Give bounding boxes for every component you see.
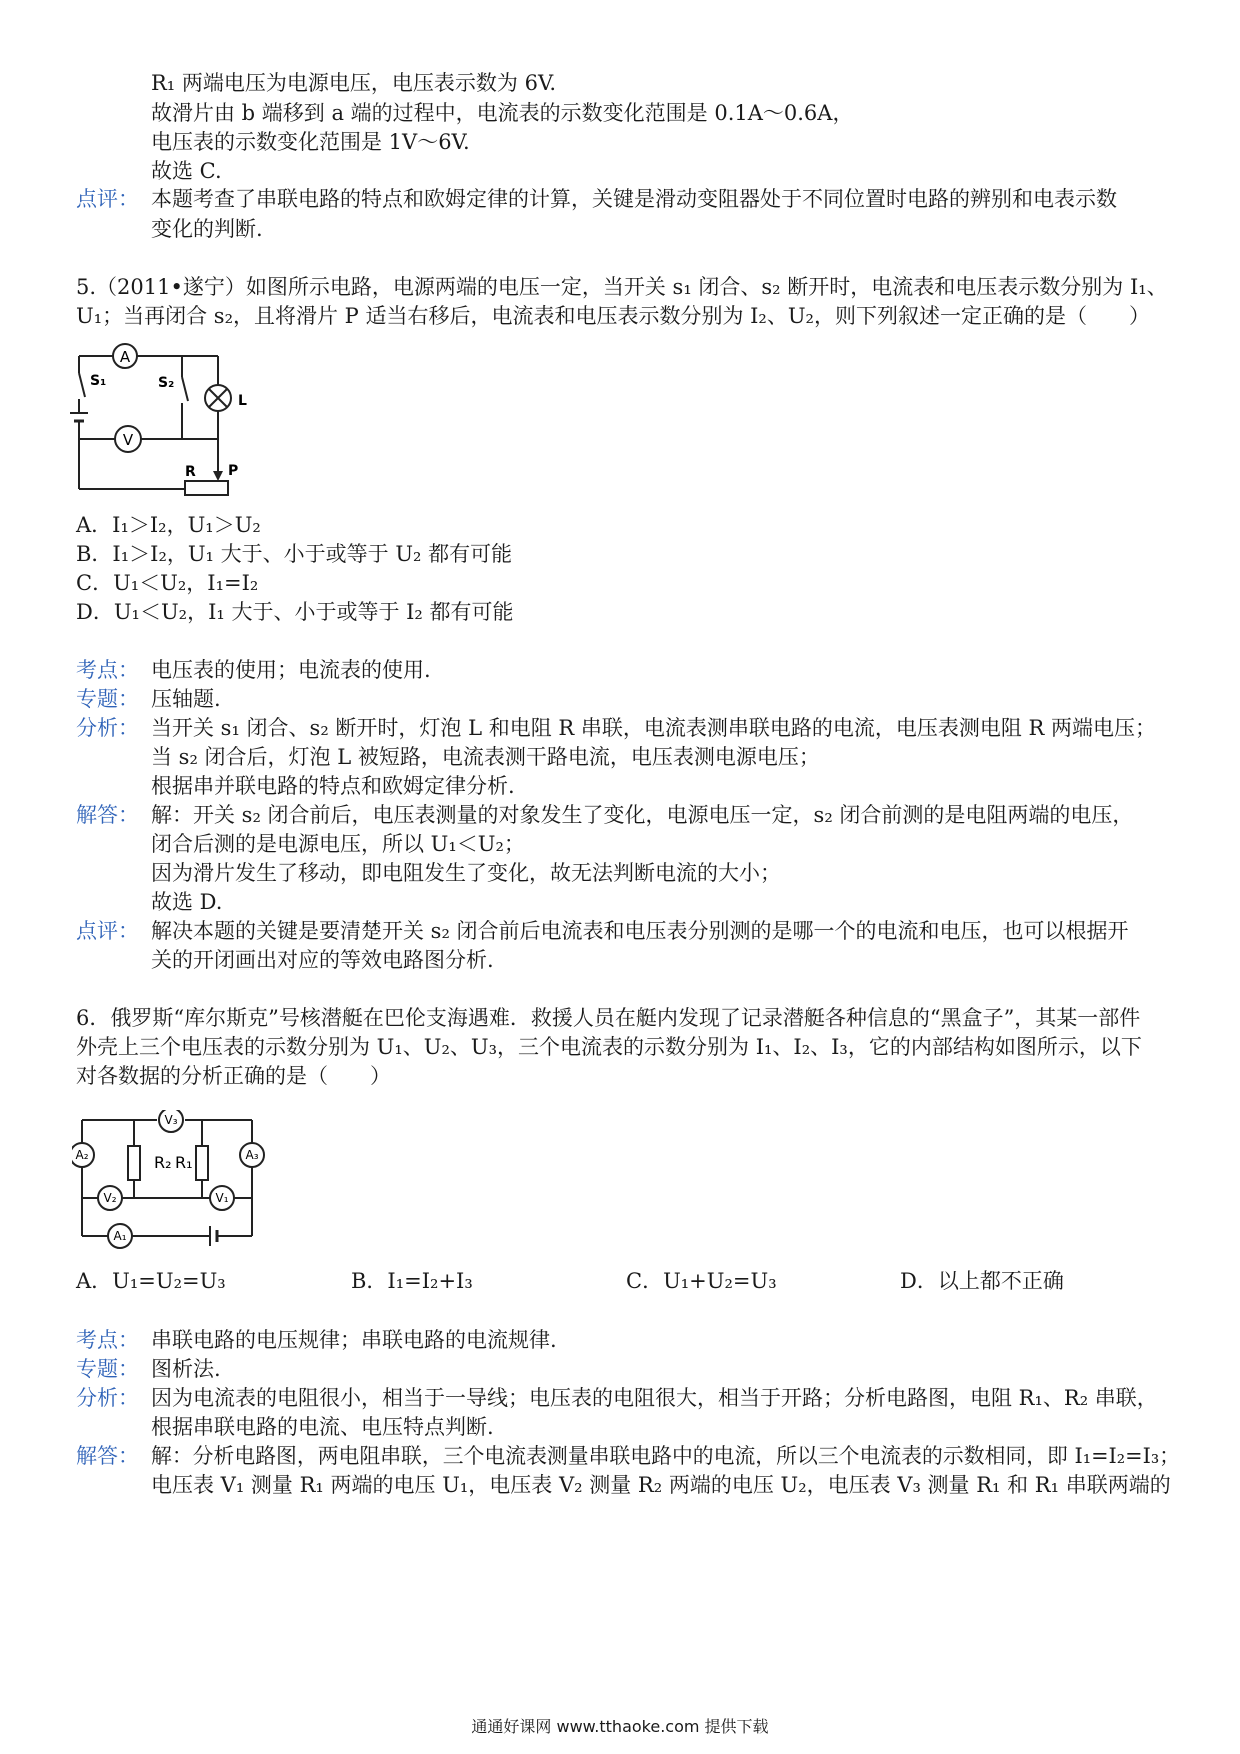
q6-jieda-line-2: 电压表 V₁ 测量 R₁ 两端的电压 U₁，电压表 V₂ 测量 R₂ 两端的电压 U₂，电压表 V₃ 测量 R₁ 和 R₁ 串联两端的 bbox=[151, 1473, 1171, 1497]
q5-dianping-line-1: 解决本题的关键是要清楚开关 s₂ 闭合前后电流表和电压表分别测的是哪一个的电流和电压，也可以根据开 bbox=[151, 919, 1129, 943]
q6-stem-line-1: 6．俄罗斯“库尔斯克”号核潜艇在巴伦支海遇难．救援人员在艇内发现了记录潜艇各种信息的“黑盒子”，其某一部件 bbox=[76, 1006, 1141, 1030]
q6-option-a: A．U₁=U₂=U₃ bbox=[76, 1269, 226, 1293]
q5-jieda-line-2: 闭合后测的是电源电压，所以 U₁＜U₂； bbox=[151, 832, 525, 856]
prev-comment-line-1: 本题考查了串联电路的特点和欧姆定律的计算，关键是滑动变阻器处于不同位置时电路的辨别和电表示数 bbox=[151, 187, 1117, 211]
q6-a1-label: A₁ bbox=[113, 1229, 127, 1243]
q5-resistor-label: R bbox=[185, 464, 196, 480]
q6-a3-label: A₃ bbox=[245, 1148, 259, 1162]
q5-jieda-label: 解答： bbox=[76, 803, 139, 827]
prev-line-1: R₁ 两端电压为电源电压，电压表示数为 6V. bbox=[151, 71, 557, 95]
q6-zhuanti: 图析法. bbox=[151, 1357, 221, 1381]
q6-fenxi-line-2: 根据串联电路的电流、电压特点判断. bbox=[151, 1415, 494, 1439]
q5-lamp-label: L bbox=[238, 393, 247, 409]
q5-jieda-line-4: 故选 D. bbox=[151, 890, 223, 914]
q6-jieda-line-1: 解：分析电路图，两电阻串联，三个电流表测量串联电路中的电流，所以三个电流表的示数相同，即 I₁=I₂=I₃； bbox=[151, 1444, 1181, 1468]
q5-dianping-line-2: 关的开闭画出对应的等效电路图分析. bbox=[151, 948, 494, 972]
q5-stem-line-2: U₁；当再闭合 s₂，且将滑片 P 适当右移后，电流表和电压表示数分别为 I₂、U₂，则下列叙述一定正确的是（ ） bbox=[76, 304, 1150, 328]
q6-option-c: C．U₁+U₂=U₃ bbox=[626, 1269, 777, 1293]
q6-kaodian-label: 考点： bbox=[76, 1328, 139, 1352]
q6-circuit-diagram bbox=[72, 1110, 302, 1270]
q6-r2-label: R₂ bbox=[154, 1153, 172, 1172]
q6-option-b: B．I₁=I₂+I₃ bbox=[351, 1269, 473, 1293]
prev-line-3: 电压表的示数变化范围是 1V～6V. bbox=[151, 130, 470, 154]
q6-r1-label: R₁ bbox=[175, 1153, 193, 1172]
q6-zhuanti-label: 专题： bbox=[76, 1357, 139, 1381]
q6-option-d: D．以上都不正确 bbox=[900, 1269, 1064, 1293]
q5-slider-label: P bbox=[228, 463, 239, 479]
q6-v2-label: V₂ bbox=[103, 1191, 117, 1205]
prev-line-4: 故选 C. bbox=[151, 159, 222, 183]
q6-fenxi-label: 分析： bbox=[76, 1386, 139, 1410]
q5-option-c: C．U₁＜U₂，I₁=I₂ bbox=[76, 571, 259, 595]
q5-option-a: A．I₁＞I₂，U₁＞U₂ bbox=[76, 513, 261, 537]
q5-dianping-label: 点评： bbox=[76, 919, 139, 943]
q5-fenxi-line-1: 当开关 s₁ 闭合、s₂ 断开时，灯泡 L 和电阻 R 串联，电流表测串联电路的电流，电压表测电阻 R 两端电压； bbox=[151, 716, 1157, 740]
q5-circuit-diagram bbox=[70, 335, 280, 505]
prev-comment-line-2: 变化的判断. bbox=[151, 217, 263, 241]
prev-comment-label: 点评： bbox=[76, 187, 139, 211]
q5-jieda-line-1: 解：开关 s₂ 闭合前后，电压表测量的对象发生了变化，电源电压一定，s₂ 闭合前测的是电阻两端的电压， bbox=[151, 803, 1134, 827]
prev-line-2: 故滑片由 b 端移到 a 端的过程中，电流表的示数变化范围是 0.1A～0.6A， bbox=[151, 101, 854, 125]
q5-s2-label: S₂ bbox=[158, 375, 175, 391]
q5-kaodian: 电压表的使用；电流表的使用. bbox=[151, 658, 431, 682]
q5-voltmeter-label: V bbox=[122, 431, 134, 449]
q5-kaodian-label: 考点： bbox=[76, 658, 139, 682]
q5-option-b: B．I₁＞I₂，U₁ 大于、小于或等于 U₂ 都有可能 bbox=[76, 542, 513, 566]
q6-stem-line-2: 外壳上三个电压表的示数分别为 U₁、U₂、U₃，三个电流表的示数分别为 I₁、I₂、I₃，它的内部结构如图所示，以下 bbox=[76, 1035, 1142, 1059]
q6-v1-label: V₁ bbox=[215, 1191, 229, 1205]
q5-zhuanti-label: 专题： bbox=[76, 687, 139, 711]
q6-a2-label: A₂ bbox=[75, 1148, 89, 1162]
q5-option-d: D．U₁＜U₂，I₁ 大于、小于或等于 I₂ 都有可能 bbox=[76, 600, 514, 624]
q5-fenxi-line-2: 当 s₂ 闭合后，灯泡 L 被短路，电流表测干路电流，电压表测电源电压； bbox=[151, 745, 820, 769]
q5-stem-line-1: 5.（2011•遂宁）如图所示电路，电源两端的电压一定，当开关 s₁ 闭合、s₂ 断开时，电流表和电压表示数分别为 I₁、 bbox=[76, 275, 1168, 299]
page-footer: 通通好课网 www.tthaoke.com 提供下载 bbox=[471, 1717, 769, 1736]
q5-jieda-line-3: 因为滑片发生了移动，即电阻发生了变化，故无法判断电流的大小； bbox=[151, 861, 781, 885]
q6-kaodian: 串联电路的电压规律；串联电路的电流规律. bbox=[151, 1328, 557, 1352]
q5-fenxi-line-3: 根据串并联电路的特点和欧姆定律分析. bbox=[151, 774, 515, 798]
q5-s1-label: S₁ bbox=[90, 373, 107, 389]
q6-stem-line-3: 对各数据的分析正确的是（ ） bbox=[76, 1064, 391, 1088]
q5-zhuanti: 压轴题. bbox=[151, 687, 221, 711]
q6-jieda-label: 解答： bbox=[76, 1444, 139, 1468]
q6-fenxi-line-1: 因为电流表的电阻很小，相当于一导线；电压表的电阻很大，相当于开路；分析电路图，电阻 R₁、R₂ 串联， bbox=[151, 1386, 1158, 1410]
q6-v3-label: V₃ bbox=[164, 1113, 178, 1127]
q5-fenxi-label: 分析： bbox=[76, 716, 139, 740]
q5-ammeter-label: A bbox=[119, 348, 131, 366]
